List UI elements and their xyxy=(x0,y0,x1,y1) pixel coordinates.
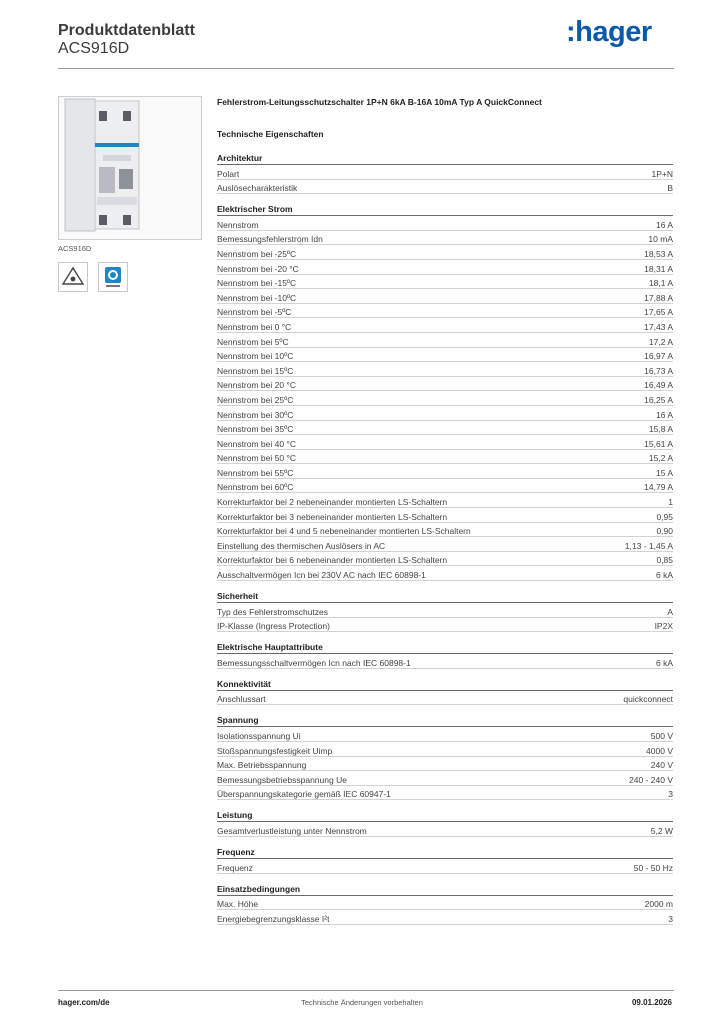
spec-row xyxy=(217,391,673,406)
spec-label: Korrekturfaktor bei 4 und 5 nebeneinander montierten LS-Schaltern xyxy=(217,526,471,537)
spec-section xyxy=(217,679,673,706)
spec-label: Nennstrom bei -20 °C xyxy=(217,263,299,274)
spec-label: Typ des Fehlerstromschutzes xyxy=(217,606,329,617)
spec-label: Polart xyxy=(217,168,240,179)
spec-value: 16,97 A xyxy=(644,351,673,362)
spec-value: 0,95 xyxy=(656,511,673,522)
spec-value: 240 - 240 V xyxy=(629,774,673,785)
spec-section xyxy=(217,204,673,581)
spec-label: Gesamtverlustleistung unter Nennstrom xyxy=(217,825,367,836)
image-caption: ACS916D xyxy=(58,244,92,253)
spec-value: 18,31 A xyxy=(644,263,673,274)
spec-label: Nennstrom bei 30ºC xyxy=(217,409,294,420)
spec-label: Nennstrom bei 50 °C xyxy=(217,453,296,464)
spec-row xyxy=(217,822,673,837)
spec-row xyxy=(217,348,673,363)
spec-label: Nennstrom bei 35ºC xyxy=(217,424,294,435)
spec-value: 16,49 A xyxy=(644,380,673,391)
spec-value: 15,2 A xyxy=(648,453,673,464)
section-title: Architektur xyxy=(217,153,673,165)
spec-label: Nennstrom bei 15ºC xyxy=(217,365,294,376)
spec-label: Bemessungsschaltvermögen Icn nach IEC 60898-1 xyxy=(217,657,411,668)
spec-row xyxy=(217,786,673,801)
spec-label: IP-Klasse (Ingress Protection) xyxy=(217,621,330,632)
spec-row xyxy=(217,304,673,319)
spec-label: Korrekturfaktor bei 3 nebeneinander montierten LS-Schaltern xyxy=(217,511,448,522)
spec-label: Energiebegrenzungsklasse I²t xyxy=(217,913,330,924)
technical-properties-heading: Technische Eigenschaften xyxy=(217,129,324,139)
spec-value: 0,90 xyxy=(656,526,673,537)
spec-section xyxy=(217,884,673,925)
spec-label: Frequenz xyxy=(217,862,253,873)
spec-row xyxy=(217,727,673,742)
spec-sections xyxy=(217,153,673,925)
hager-logo: :hager xyxy=(566,16,652,48)
section-title: Sicherheit xyxy=(217,591,673,603)
spec-section xyxy=(217,810,673,837)
spec-row xyxy=(217,318,673,333)
spec-value: 14,79 A xyxy=(644,482,673,493)
section-title: Elektrischer Strom xyxy=(217,204,673,216)
spec-row xyxy=(217,742,673,757)
spec-label: Anschlussart xyxy=(217,694,266,705)
spec-value: 2000 m xyxy=(644,899,673,910)
spec-row xyxy=(217,896,673,911)
spec-section xyxy=(217,153,673,194)
spec-row xyxy=(217,508,673,523)
spec-value: 18,1 A xyxy=(648,278,673,289)
spec-row xyxy=(217,493,673,508)
spec-row xyxy=(217,464,673,479)
product-title: Fehlerstrom-Leitungsschutzschalter 1P+N 6kA B-16A 10mA Typ A QuickConnect xyxy=(217,97,542,107)
spec-value: 17,88 A xyxy=(644,292,673,303)
spec-row xyxy=(217,180,673,195)
spec-value: 3 xyxy=(668,789,673,800)
footer-disclaimer: Technische Änderungen vorbehalten xyxy=(301,998,423,1007)
spec-row xyxy=(217,165,673,180)
spec-row xyxy=(217,618,673,633)
footer-divider xyxy=(58,990,674,991)
spec-row xyxy=(217,289,673,304)
spec-row xyxy=(217,377,673,392)
spec-value: 1,13 - 1,45 A xyxy=(624,540,673,551)
spec-value: 240 V xyxy=(650,760,673,771)
spec-row xyxy=(217,771,673,786)
spec-row xyxy=(217,910,673,925)
spec-value: 17,2 A xyxy=(648,336,673,347)
spec-value: IP2X xyxy=(654,621,673,632)
footer-website-link[interactable]: hager.com/de xyxy=(58,998,110,1007)
spec-row xyxy=(217,362,673,377)
spec-label: Max. Höhe xyxy=(217,899,259,910)
product-image xyxy=(58,96,202,240)
header-divider xyxy=(58,68,674,69)
spec-label: Nennstrom bei -25ºC xyxy=(217,248,297,259)
spec-label: Bemessungsbetriebsspannung Ue xyxy=(217,774,347,785)
spec-row xyxy=(217,216,673,231)
spec-row xyxy=(217,260,673,275)
quality-mark-icon xyxy=(98,262,128,292)
spec-section xyxy=(217,715,673,800)
spec-label: Nennstrom bei 10ºC xyxy=(217,351,294,362)
spec-label: Nennstrom bei -10ºC xyxy=(217,292,297,303)
section-title: Leistung xyxy=(217,810,673,822)
spec-label: Nennstrom bei -5ºC xyxy=(217,307,292,318)
spec-value: 3 xyxy=(668,913,673,924)
section-title: Spannung xyxy=(217,715,673,727)
spec-value: 6 kA xyxy=(655,570,673,581)
spec-label: Isolationsspannung Ui xyxy=(217,731,301,741)
spec-label: Nennstrom bei 60ºC xyxy=(217,482,294,493)
spec-value: 18,53 A xyxy=(644,248,673,259)
article-number: ACS916D xyxy=(58,40,130,57)
spec-value: A xyxy=(667,606,673,617)
spec-row xyxy=(217,479,673,494)
spec-label: Nennstrom bei 5ºC xyxy=(217,336,289,347)
section-title: Elektrische Hauptattribute xyxy=(217,642,673,654)
spec-row xyxy=(217,654,673,669)
spec-row xyxy=(217,406,673,421)
spec-section xyxy=(217,591,673,632)
spec-value: 0,85 xyxy=(656,555,673,566)
spec-label: Nennstrom bei 25ºC xyxy=(217,394,294,405)
spec-row xyxy=(217,231,673,246)
spec-section xyxy=(217,642,673,669)
footer-date: 09.01.2026 xyxy=(631,998,672,1007)
spec-value: 500 V xyxy=(650,731,673,741)
document-title: Produktdatenblatt xyxy=(58,22,195,39)
circuit-breaker-illustration xyxy=(59,97,201,239)
spec-value: 1P+N xyxy=(651,168,673,179)
spec-label: Einstellung des thermischen Auslösers in AC xyxy=(217,540,386,551)
brand-name: hager xyxy=(575,16,652,48)
spec-row xyxy=(217,333,673,348)
spec-row xyxy=(217,537,673,552)
spec-value: 16,73 A xyxy=(644,365,673,376)
spec-label: Überspannungskategorie gemäß IEC 60947-1 xyxy=(217,789,391,800)
section-title: Einsatzbedingungen xyxy=(217,884,673,896)
spec-value: 17,43 A xyxy=(644,321,673,332)
spec-label: Nennstrom bei -15ºC xyxy=(217,278,297,289)
spec-label: Nennstrom bei 20 °C xyxy=(217,380,296,391)
spec-row xyxy=(217,523,673,538)
spec-value: 15,8 A xyxy=(648,424,673,435)
spec-label: Korrekturfaktor bei 6 nebeneinander montierten LS-Schaltern xyxy=(217,555,448,566)
spec-value: quickconnect xyxy=(623,694,673,705)
spec-row xyxy=(217,859,673,874)
spec-row xyxy=(217,566,673,581)
spec-row xyxy=(217,691,673,706)
spec-value: 16 A xyxy=(655,219,673,230)
spec-label: Nennstrom bei 55ºC xyxy=(217,467,294,478)
certification-badge-icon xyxy=(58,262,88,292)
spec-value: 4000 V xyxy=(646,745,673,756)
spec-label: Stoßspannungsfestigkeit Uimp xyxy=(217,745,333,756)
spec-label: Auslösecharakteristik xyxy=(217,183,298,194)
spec-value: 16 A xyxy=(655,409,673,420)
spec-row xyxy=(217,757,673,772)
spec-row xyxy=(217,450,673,465)
section-title: Frequenz xyxy=(217,847,673,859)
datasheet-content xyxy=(217,97,673,925)
spec-value: 1 xyxy=(668,497,673,508)
spec-label: Nennstrom bei 40 °C xyxy=(217,438,296,449)
spec-label: Ausschaltvermögen Icn bei 230V AC nach IEC 60898-1 xyxy=(217,570,426,581)
spec-section xyxy=(217,847,673,874)
spec-value: B xyxy=(667,183,673,194)
spec-row xyxy=(217,245,673,260)
spec-value: 17,65 A xyxy=(644,307,673,318)
spec-value: 6 kA xyxy=(655,657,673,668)
spec-row xyxy=(217,275,673,290)
spec-value: 5,2 W xyxy=(650,825,673,836)
spec-value: 15 A xyxy=(655,467,673,478)
spec-label: Nennstrom xyxy=(217,219,259,230)
spec-value: 15,61 A xyxy=(644,438,673,449)
spec-label: Bemessungsfehlerstrom Idn xyxy=(217,234,323,245)
spec-row xyxy=(217,421,673,436)
spec-label: Max. Betriebsspannung xyxy=(217,760,307,771)
section-title: Konnektivität xyxy=(217,679,673,691)
spec-row xyxy=(217,603,673,618)
spec-row xyxy=(217,435,673,450)
spec-label: Korrekturfaktor bei 2 nebeneinander montierten LS-Schaltern xyxy=(217,497,448,508)
spec-value: 10 mA xyxy=(648,234,673,245)
spec-label: Nennstrom bei 0 °C xyxy=(217,321,292,332)
spec-value: 16,25 A xyxy=(644,394,673,405)
spec-value: 50 - 50 Hz xyxy=(633,862,673,873)
spec-row xyxy=(217,552,673,567)
